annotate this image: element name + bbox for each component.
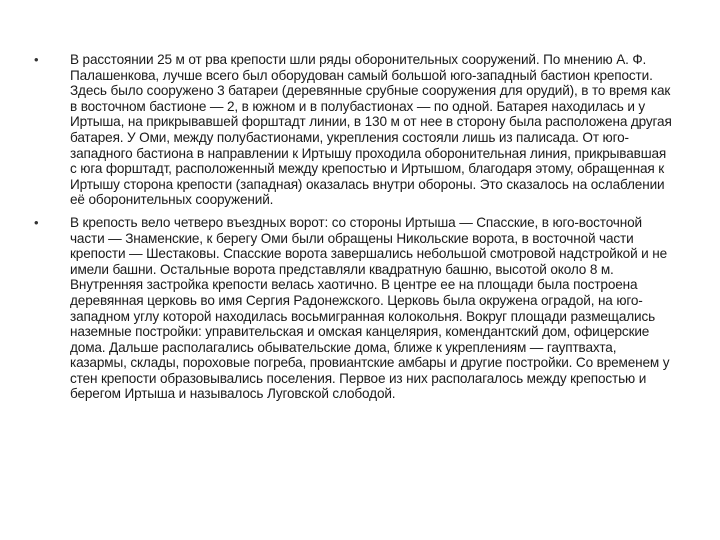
bullet-marker: •: [34, 214, 39, 230]
bullet-text-fortifications: В расстоянии 25 м от рва крепости шли ряды оборонительных сооружений. По мнению А. Ф. Палашенкова, лучше всего был оборудован самый большой юго-западный бастион крепости. Здесь было сооружено 3 батареи (деревянные срубные сооружения для орудий), в то время как в восточном бастионе — 2, в южном и в полубастионах — по одной. Батарея находилась и у Иртыша, на прикрывавшей форштадт линии, в 130 м от нее в сторону была расположена другая батарея. У Оми, между полубастионами, укрепления состояли лишь из палисада. От юго-западного бастиона в направлении к Иртышу проходила оборонительная линия, прикрывавшая с юга форштадт, расположенный между крепостью и Иртышом, благодаря этому, обращенная к Иртышу сторона крепости (западная) оказалась внутри обороны. Это сказалось на ослаблении её оборонительных сооружений.: [70, 52, 672, 208]
bullet-item-gates: [34, 215, 674, 402]
bullet-list: [34, 52, 674, 409]
bullet-item-fortifications: [34, 52, 674, 208]
bullet-marker: •: [34, 52, 39, 67]
bullet-text-gates: В крепость вело четверо въездных ворот: со стороны Иртыша — Спасские, в юго-восточной части — Знаменские, к берегу Оми были обращены Никольские ворота, в восточной части крепости — Шестаковы. Спасские ворота завершались небольшой смотровой надстройкой и не имели башни. Остальные ворота представляли квадратную башню, высотой около 8 м. Внутренняя застройка крепости велась хаотично. В центре ее на площади была построена деревянная церковь во имя Сергия Радонежского. Церковь была окружена оградой, на юго-западном углу которой находилась восьмигранная колокольня. Вокруг площади размещались наземные постройки: управительская и омская канцелярия, комендантский дом, офицерские дома. Дальше располагались обывательские дома, ближе к укреплениям — гауптвахта, казармы, склады, пороховые погреба, провиантские амбары и другие постройки. Со временем у стен крепости образовывались поселения. Первое из них располагалось между крепостью и берегом Иртыша и называлось Луговской слободой.: [70, 214, 670, 402]
